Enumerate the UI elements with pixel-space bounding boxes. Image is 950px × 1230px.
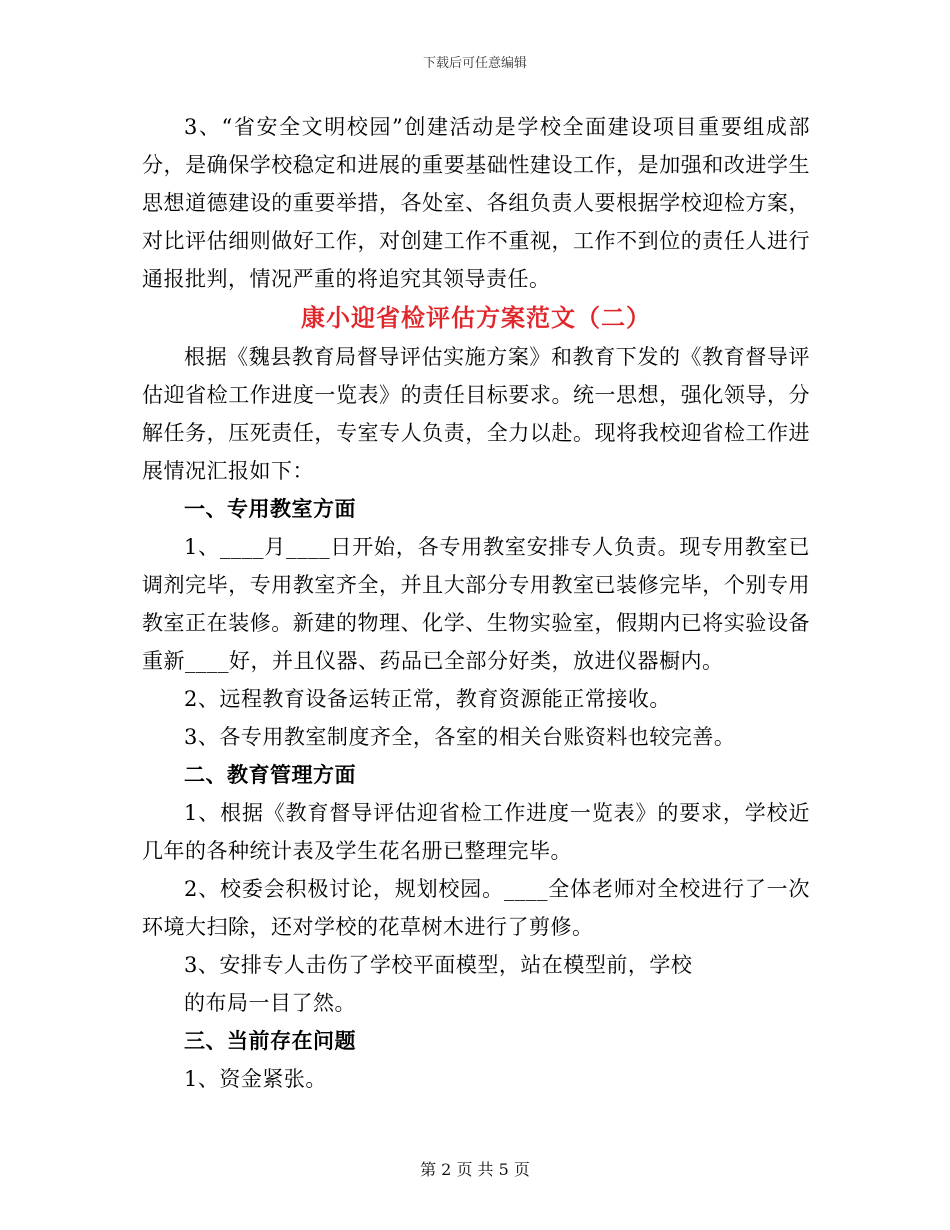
document-title: 康小迎省检评估方案范文（二） — [301, 303, 651, 332]
section-3-item-1: 1、资金紧张。 — [184, 1067, 327, 1091]
document-body — [142, 108, 810, 1098]
section-1-item-3: 3、各专用教室制度齐全，各室的相关台账资料也较完善。 — [184, 725, 736, 749]
section-heading-3: 三、当前存在问题 — [184, 1028, 356, 1053]
section-heading-1: 一、专用教室方面 — [184, 496, 356, 521]
section-2-item-3-line-1: 3、安排专人击伤了学校平面模型，站在模型前，学校 — [184, 953, 693, 977]
paragraph-lead: 根据《魏县教育局督导评估实施方案》和教育下发的《教育督导评估迎省检工作进度一览表》的责任目标要求。统一思想，强化领导，分解任务，压死责任，专室专人负责，全力以赴。现将我校迎省检工作进展情况汇报如下： — [142, 345, 810, 483]
section-2-item-3-line-2: 的布局一目了然。 — [184, 991, 356, 1015]
paragraph-intro-3: 3、“省安全文明校园”创建活动是学校全面建设项目重要组成部分，是确保学校稳定和进展的重要基础性建设工作，是加强和改进学生思想道德建设的重要举措，各处室、各组负责人要根据学校迎检方案，对比评估细则做好工作，对创建工作不重视，工作不到位的责任人进行通报批判，情况严重的将追究其领导责任。 — [142, 115, 810, 291]
section-1-item-2: 2、远程教育设备运转正常，教育资源能正常接收。 — [184, 687, 671, 711]
page-header: 下载后可任意编辑 — [422, 56, 527, 71]
section-heading-2: 二、教育管理方面 — [184, 762, 356, 787]
section-2-item-1: 1、根据《教育督导评估迎省检工作进度一览表》的要求，学校近几年的各种统计表及学生花名册已整理完毕。 — [142, 801, 810, 863]
section-1-item-1: 1、____月____日开始，各专用教室安排专人负责。现专用教室已调剂完毕，专用教室齐全，并且大部分专用教室已装修完毕，个别专用教室正在装修。新建的物理、化学、生物实验室，假期内已将实验设备重新____好，并且仪器、药品已全部分好类，放进仪器橱内。 — [142, 535, 810, 673]
section-2-item-2: 2、校委会积极讨论，规划校园。____全体老师对全校进行了一次环境大扫除，还对学校的花草树木进行了剪修。 — [142, 877, 810, 939]
page-footer: 第 2 页 共 5 页 — [420, 1160, 530, 1179]
